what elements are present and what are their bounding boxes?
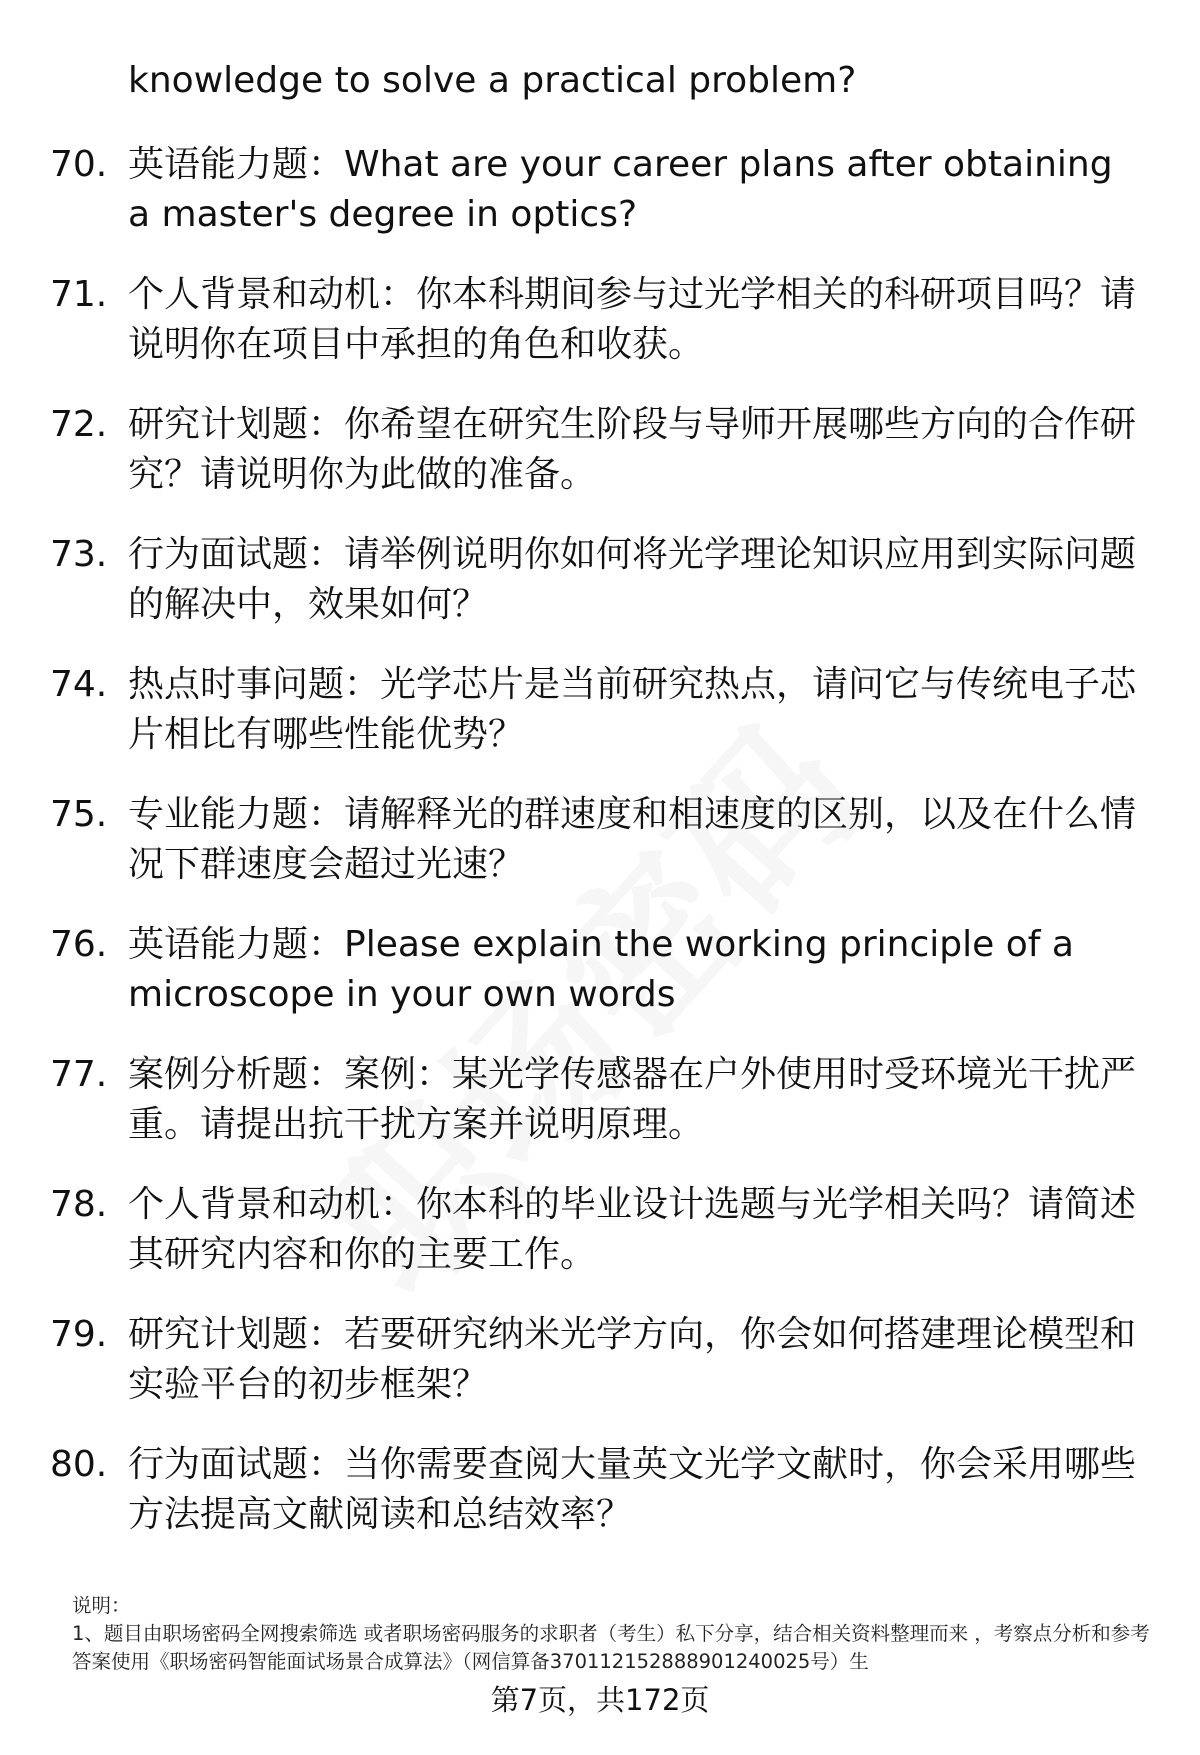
question-text: 行为面试题：当你需要查阅大量英文光学文献时，你会采用哪些方法提高文献阅读和总结效率？ xyxy=(128,1444,1137,1535)
page-number: 第7页，共172页 xyxy=(490,1683,710,1717)
question-item xyxy=(0,270,1200,400)
question-item xyxy=(0,140,1200,270)
question-number: 73. xyxy=(50,534,108,575)
question-continuation: knowledge to solve a practical problem? xyxy=(128,60,857,101)
question-item xyxy=(0,1440,1200,1570)
question-text: 案例分析题：案例：某光学传感器在户外使用时受环境光干扰严重。请提出抗干扰方案并说明原理。 xyxy=(128,1054,1137,1145)
question-item xyxy=(0,400,1200,530)
question-number: 78. xyxy=(50,1184,108,1225)
question-text: 热点时事问题：光学芯片是当前研究热点，请问它与传统电子芯片相比有哪些性能优势？ xyxy=(128,664,1137,755)
question-item xyxy=(0,660,1200,790)
question-number: 77. xyxy=(50,1054,108,1095)
question-number: 72. xyxy=(50,404,108,445)
question-number: 70. xyxy=(50,144,108,185)
question-text: 行为面试题：请举例说明你如何将光学理论知识应用到实际问题的解决中，效果如何？ xyxy=(128,534,1137,625)
question-number: 71. xyxy=(50,274,108,315)
question-number: 79. xyxy=(50,1314,108,1355)
notes-line: 1、题目由职场密码全网搜索筛选 或者职场密码服务的求职者（考生）私下分享，结合相关资料整理而来 ，考察点分析和参考答案使用《职场密码智能面试场景合成算法》（网信算备370112152888901240025号）生 xyxy=(72,1622,1150,1673)
question-text: 研究计划题：若要研究纳米光学方向，你会如何搭建理论模型和实验平台的初步框架？ xyxy=(128,1314,1137,1405)
question-item xyxy=(0,1310,1200,1440)
question-item xyxy=(0,1050,1200,1180)
notes-section xyxy=(72,1592,1162,1676)
question-text: 个人背景和动机：你本科的毕业设计选题与光学相关吗？请简述其研究内容和你的主要工作。 xyxy=(128,1184,1137,1275)
question-item xyxy=(0,790,1200,920)
question-number: 75. xyxy=(50,794,108,835)
question-item xyxy=(0,530,1200,660)
question-text: 研究计划题：你希望在研究生阶段与导师开展哪些方向的合作研究？请说明你为此做的准备。 xyxy=(128,404,1137,495)
question-text: 英语能力题：Please explain the working principle of a microscope in your own words xyxy=(128,924,1074,1015)
question-text: 个人背景和动机：你本科期间参与过光学相关的科研项目吗？请说明你在项目中承担的角色和收获。 xyxy=(128,274,1137,365)
question-item xyxy=(0,920,1200,1050)
question-text: 专业能力题：请解释光的群速度和相速度的区别，以及在什么情况下群速度会超过光速？ xyxy=(128,794,1137,885)
question-text: 英语能力题：What are your career plans after obtaining a master's degree in optics? xyxy=(128,144,1113,235)
question-item xyxy=(0,1180,1200,1310)
notes-heading: 说明： xyxy=(72,1594,131,1617)
question-number: 76. xyxy=(50,924,108,965)
question-number: 74. xyxy=(50,664,108,705)
question-list xyxy=(0,140,1200,1570)
question-number: 80. xyxy=(50,1444,108,1485)
